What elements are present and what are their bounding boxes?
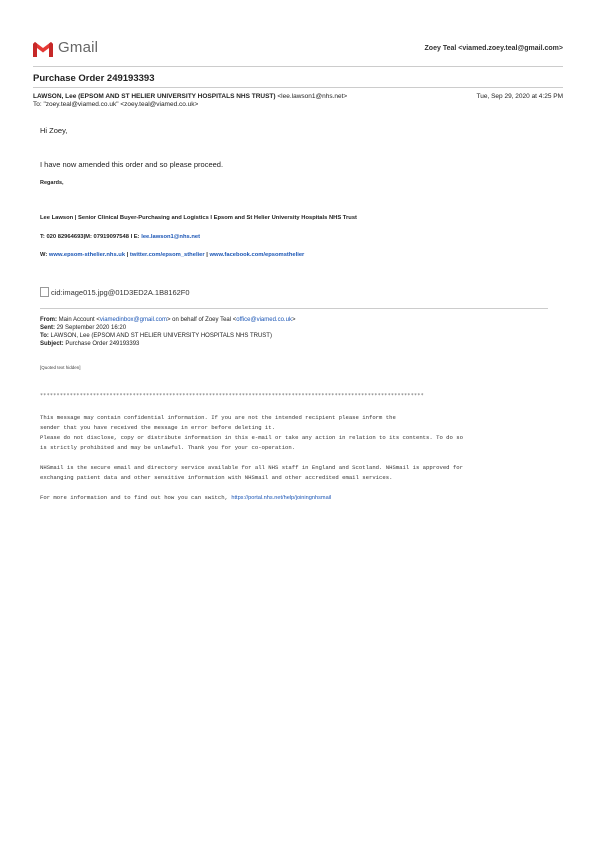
nhsmail-join-link[interactable]: https://portal.nhs.net/help/joiningnhsmail — [231, 495, 332, 501]
signature-line-3 — [40, 252, 304, 258]
email-date: Tue, Sep 29, 2020 at 4:25 PM — [476, 93, 563, 100]
greeting: Hi Zoey, — [40, 126, 68, 135]
forward-from-text: Main Account < — [57, 317, 100, 323]
sender-email: <lee.lawson1@nhs.net> — [277, 93, 348, 100]
forward-from-label: From: — [40, 317, 57, 323]
divider — [33, 87, 563, 88]
disclaimer-switch-line — [40, 494, 331, 501]
regards: Regards, — [40, 180, 64, 186]
disclaimer-separator: ******************************************************************************************************************** — [40, 393, 424, 399]
forward-sent-value: 29 September 2020 16:20 — [55, 325, 127, 331]
forward-to-label: To: — [40, 333, 49, 339]
sender-name: LAWSON, Lee (EPSOM AND ST HELIER UNIVERSITY HOSPITALS NHS TRUST) — [33, 93, 276, 100]
divider — [40, 308, 548, 309]
forward-from — [40, 317, 295, 323]
message-text: I have now amended this order and so please proceed. — [40, 160, 224, 169]
divider — [33, 66, 563, 67]
forward-to — [40, 333, 272, 339]
disclaimer-line: is strictly prohibited and may be unlawful. Thank you for your co-operation. — [40, 444, 296, 451]
signature-phone: T: 020 82964693|M: 07919097548 I E: — [40, 234, 142, 240]
signature-line-2 — [40, 234, 200, 240]
gmail-logo-text: Gmail — [58, 39, 99, 56]
twitter-link[interactable]: twitter.com/epsom_sthelier — [129, 252, 205, 258]
disclaimer-line: NHSmail is the secure email and directory service available for all NHS staff in England and Scotland. NHSmail is approved for — [40, 464, 463, 471]
forward-sent-label: Sent: — [40, 325, 55, 331]
forward-subject — [40, 341, 139, 347]
forward-from-text: > on behalf of Zoey Teal < — [166, 317, 237, 323]
disclaimer-line: exchanging patient data and other sensitive information with NHSmail and other accredited email services. — [40, 474, 393, 481]
forward-office-link[interactable]: office@viamed.co.uk — [236, 317, 292, 323]
separator: | — [125, 252, 130, 258]
forward-to-value: LAWSON, Lee (EPSOM AND ST HELIER UNIVERSITY HOSPITALS NHS TRUST) — [48, 333, 272, 339]
account-label: Zoey Teal <viamed.zoey.teal@gmail.com> — [424, 45, 563, 52]
email-subject: Purchase Order 249193393 — [33, 73, 155, 84]
disclaimer-line: sender that you have received the message in error before deleting it. — [40, 424, 275, 431]
forward-subject-label: Subject: — [40, 341, 64, 347]
signature-web-prefix: W: — [40, 252, 49, 258]
separator: | — [204, 252, 210, 258]
gmail-logo — [33, 39, 103, 59]
forward-sent — [40, 325, 126, 331]
signature-email-link[interactable]: lee.lawson1@nhs.net — [141, 234, 201, 240]
disclaimer-line: Please do not disclose, copy or distribute information in this e-mail or take any action in relation to its contents. To do so — [40, 434, 463, 441]
forward-from-link[interactable]: viamedinbox@gmail.com — [99, 317, 167, 323]
recipient-line: To: "zoey.teal@viamed.co.uk" <zoey.teal@viamed.co.uk> — [33, 101, 199, 108]
website-link[interactable]: www.epsom-sthelier.nhs.uk — [48, 252, 126, 258]
quoted-text-toggle[interactable]: [Quoted text hidden] — [40, 365, 81, 370]
sender-line — [33, 93, 347, 100]
image-alt-text: cid:image015.jpg@01D3ED2A.1B8162F0 — [51, 287, 190, 297]
broken-image-icon — [40, 287, 49, 297]
facebook-link[interactable]: www.facebook.com/epsomsthelier — [209, 252, 305, 258]
forward-subject-value: Purchase Order 249193393 — [63, 341, 140, 347]
disclaimer-line: This message may contain confidential information. If you are not the intended recipient please inform the — [40, 414, 396, 421]
signature-line-1: Lee Lawson | Senior Clinical Buyer-Purchasing and Logistics I Epsom and St Helier University Hospitals NHS Trust — [40, 215, 357, 221]
broken-image — [40, 287, 190, 297]
disclaimer-switch-text: For more information and to find out how you can switch, — [40, 494, 232, 501]
forward-from-text: > — [291, 317, 296, 323]
gmail-m-icon — [33, 42, 53, 57]
